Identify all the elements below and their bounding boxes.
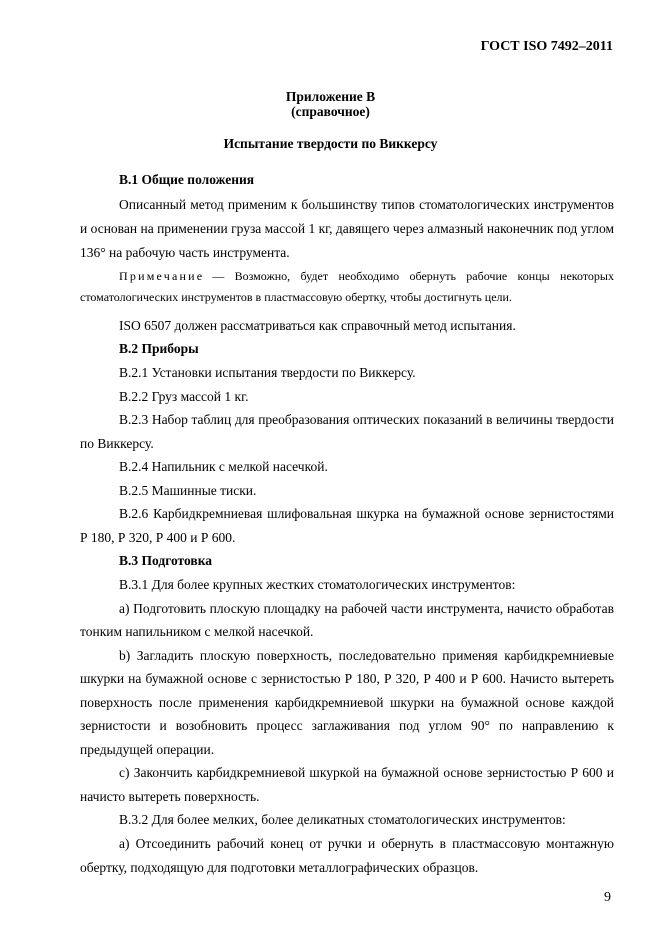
b2-item: В.2.5 Машинные тиски. [119,483,257,498]
b2-item: В.2.2 Груз массой 1 кг. [119,389,249,404]
reference-method: ISO 6507 должен рассматриваться как справочный метод испытания. [119,318,516,333]
page-number: 9 [604,890,611,905]
b3-step-a: а) Подготовить плоскую площадку на рабочей части инструмента, начисто обработав [119,601,614,616]
section-b1-title: В.1 Общие положения [119,172,255,187]
note-line: стоматологических инструментов в пластмассовую обертку, чтобы достигнуть цели. [80,290,512,304]
section-b3-title: В.3 Подготовка [119,553,213,568]
b3-step-b: предыдущей операции. [80,742,215,757]
b3-step-c: c) Закончить карбидкремниевой шкуркой на бумажной основе зернистостью Р 600 и [119,765,614,780]
standard-header: ГОСТ ISO 7492–2011 [480,39,613,54]
b3-step-c: начисто вытереть поверхность. [80,789,260,804]
b3-step-b: поверхность после применения карбидкремниевой шкурки на бумажной основе каждой [80,695,614,710]
b1-paragraph-line: Описанный метод применим к большинству типов стоматологических инструментов [119,197,614,212]
b1-paragraph-line: и основан на применении груза массой 1 кг, давящего через алмазный наконечник под углом [80,221,614,236]
b3-item: В.3.2 Для более мелких, более деликатных стоматологических инструментов: [119,812,566,827]
b3-step-b: шкурки на бумажной основе с зернистостью Р 180, Р 320, Р 400 и Р 600. Начисто вытереть [80,671,614,686]
note-text: — Возможно, будет необходимо обернуть рабочие концы некоторых [212,269,614,283]
b2-item: Р 180, Р 320, Р 400 и Р 600. [80,530,236,545]
b2-item: по Виккерсу. [80,436,154,451]
b2-item: В.2.1 Установки испытания твердости по Виккерсу. [119,365,416,380]
appendix-heading: Испытание твердости по Виккерсу [223,136,438,151]
b3-step-b: b) Загладить плоскую поверхность, последовательно применяя карбидкремниевые [119,648,614,663]
b3-step-b: зернистости и возобновить процесс заглаживания под углом 90° по направлению к [80,718,614,733]
appendix-title: Приложение В [285,89,376,104]
b3-step-a: тонким напильником с мелкой насечкой. [80,624,314,639]
b2-item: В.2.4 Напильник с мелкой насечкой. [119,459,328,474]
b1-paragraph-line: 136° на рабочую часть инструмента. [80,245,290,260]
b3-step-a2: обертку, подходящую для подготовки металлографических образцов. [80,860,479,875]
b2-item: В.2.6 Карбидкремниевая шлифовальная шкурка на бумажной основе зернистостями [119,506,614,521]
note-label: Примечание [119,269,205,283]
note-line [119,268,614,284]
section-b2-title: В.2 Приборы [119,341,199,356]
b2-item: В.2.3 Набор таблиц для преобразования оптических показаний в величины твердости [119,412,614,427]
b3-item: В.3.1 Для более крупных жестких стоматологических инструментов: [119,577,516,592]
appendix-subtitle: (справочное) [291,104,370,119]
b3-step-a2: а) Отсоединить рабочий конец от ручки и обернуть в пластмассовую монтажную [119,836,614,851]
